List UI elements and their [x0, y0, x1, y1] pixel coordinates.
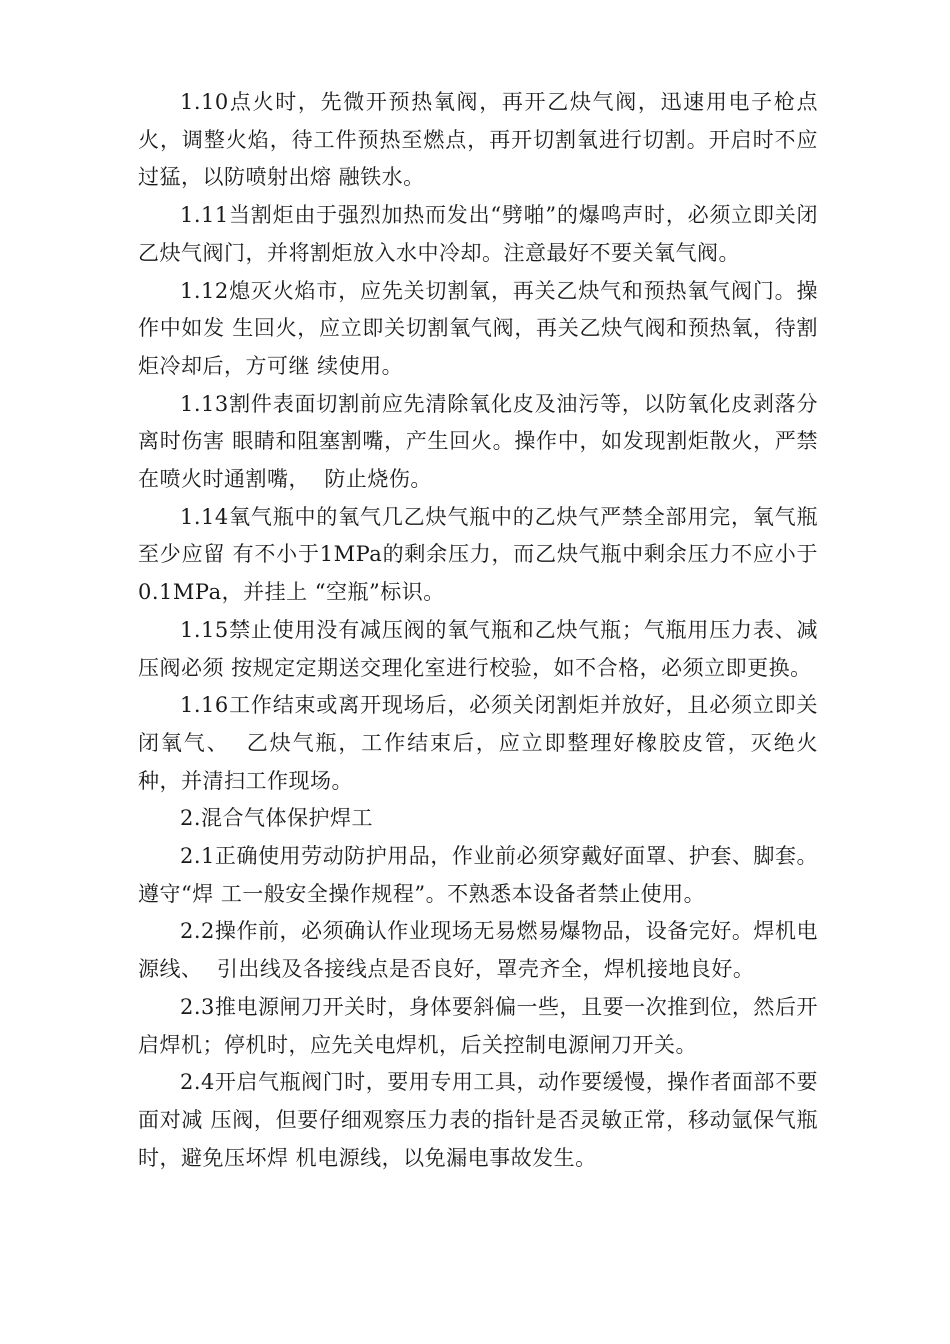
paragraph-2-3: 2.3推电源闸刀开关时，身体要斜偏一些，且要一次推到位，然后开启焊机；停机时，应先关电焊机，后关控制电源闸刀开关。 [138, 994, 818, 1057]
paragraph-1-14: 1.14氧气瓶中的氧气几乙炔气瓶中的乙炔气严禁全部用完，氧气瓶至少应留 有不小于1MPa的剩余压力，而乙炔气瓶中剩余压力不应小于0.1MPa，并挂上 “空瓶”标识。 [138, 504, 818, 605]
paragraph-1-12: 1.12熄灭火焰市，应先关切割氧，再关乙炔气和预热氧气阀门。操作中如发 生回火，应立即关切割氧气阀，再关乙炔气阀和预热氧，待割炬冷却后，方可继 续使用。 [138, 278, 818, 378]
section-heading-2: 2.混合气体保护焊工 [180, 806, 374, 831]
paragraph-2-2: 2.2操作前，必须确认作业现场无易燃易爆物品，设备完好。焊机电源线、 引出线及各接线点是否良好，罩壳齐全，焊机接地良好。 [138, 919, 818, 982]
paragraph-1-10: 1.10点火时，先微开预热氧阀，再开乙炔气阀，迅速用电子枪点火，调整火焰，待工件预热至燃点，再开切割氧进行切割。开启时不应过猛，以防喷射出熔 融铁水。 [138, 90, 818, 190]
paragraph-1-15: 1.15禁止使用没有减压阀的氧气瓶和乙炔气瓶；气瓶用压力表、减压阀必须 按规定定期送交理化室进行校验，如不合格，必须立即更换。 [138, 617, 818, 680]
paragraph-1-13: 1.13割件表面切割前应先清除氧化皮及油污等，以防氧化皮剥落分离时伤害 眼睛和阻塞割嘴，产生回火。操作中，如发现割炬散火，严禁在喷火时通割嘴， 防止烧伤。 [138, 391, 818, 492]
paragraph-1-16: 1.16工作结束或离开现场后，必须关闭割炬并放好，且必须立即关闭氧气、 乙炔气瓶，工作结束后，应立即整理好橡胶皮管，灭绝火种，并清扫工作现场。 [138, 693, 818, 793]
paragraph-2-4: 2.4开启气瓶阀门时，要用专用工具，动作要缓慢，操作者面部不要面对减 压阀，但要仔细观察压力表的指针是否灵敏正常，移动氩保气瓶时，避免压坏焊 机电源线，以免漏电事故发生。 [138, 1070, 818, 1170]
paragraph-1-11: 1.11当割炬由于强烈加热而发出“劈啪”的爆鸣声时，必须立即关闭乙炔气阀门，并将割炬放入水中冷却。注意最好不要关氧气阀。 [138, 203, 818, 265]
document-body [138, 84, 818, 1177]
paragraph-2-1: 2.1正确使用劳动防护用品，作业前必须穿戴好面罩、护套、脚套。遵守“焊 工一般安全操作规程”。不熟悉本设备者禁止使用。 [138, 844, 818, 906]
